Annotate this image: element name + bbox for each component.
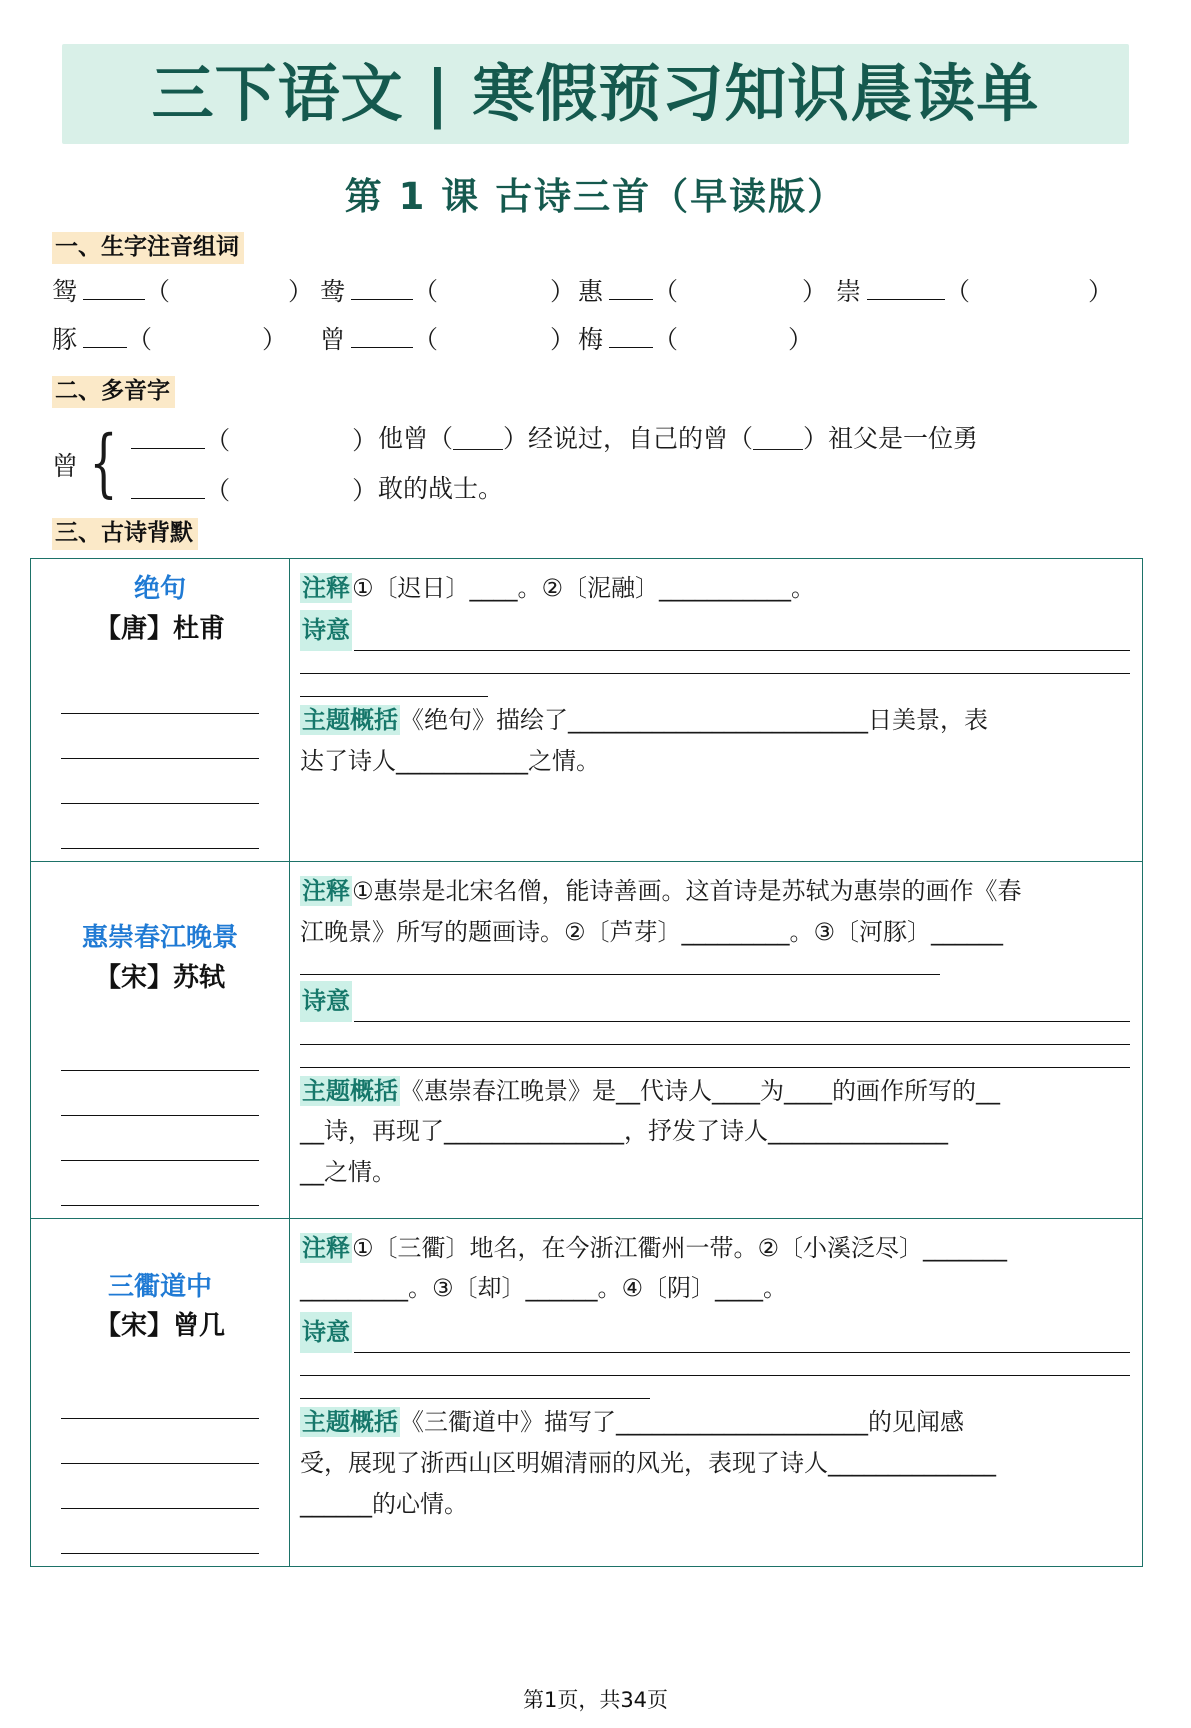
character-glyph: 曾 (320, 325, 346, 355)
summary-line-2[interactable]: 达了诗人___________之情。 (300, 747, 600, 775)
poem-info-cell (31, 559, 290, 862)
paren-open: （ (945, 277, 971, 307)
section-2-header-wrap (52, 376, 1191, 408)
pinyin-blank[interactable] (609, 279, 653, 300)
poem-writing-blanks[interactable] (51, 669, 269, 849)
table-row (31, 1218, 1143, 1567)
character-glyph: 豚 (52, 325, 78, 355)
paren-close: ） (262, 325, 288, 355)
table-row (31, 861, 1143, 1218)
polyphone-lines (131, 421, 377, 507)
summary-line-3[interactable]: __之情。 (300, 1158, 396, 1187)
pinyin-blank[interactable] (867, 279, 945, 300)
pinyin-blank[interactable] (83, 279, 145, 300)
character-entry (320, 320, 578, 356)
pinyin-blank[interactable] (83, 327, 127, 348)
paren-open: （ (127, 325, 153, 355)
poem-answer-cell (290, 861, 1143, 1218)
lesson-subtitle: 第 1 课 古诗三首（早读版） (344, 175, 847, 218)
poem-title: 三衢道中 (107, 1271, 212, 1302)
page-title: 三下语文 | 寒假预习知识晨读单 (151, 57, 1040, 130)
paren-open: （ (205, 426, 231, 456)
notes-label: 注释 (302, 1233, 350, 1262)
poem-blank-line[interactable] (61, 759, 259, 804)
character-row (52, 272, 1191, 320)
paren-open: （ (413, 277, 439, 307)
pinyin-blank[interactable] (131, 478, 205, 499)
notes-paragraph (300, 569, 1130, 608)
character-entry (52, 272, 320, 308)
paren-close: ） (288, 277, 314, 307)
polyphone-character: 曾 (52, 451, 79, 482)
meaning-blank-line[interactable] (300, 1375, 1130, 1376)
paren-close: ） (788, 325, 814, 355)
polyphone-sentence (372, 414, 1191, 514)
meaning-blank-line[interactable] (354, 1328, 1130, 1353)
poem-author: 【宋】曾几 (94, 1311, 225, 1342)
section-1-heading: 一、生字注音组词 (52, 232, 244, 264)
poem-blank-line[interactable] (61, 1509, 259, 1554)
pinyin-blank[interactable] (609, 327, 653, 348)
pinyin-blank[interactable] (351, 279, 413, 300)
paren-open: （ (205, 476, 231, 506)
paren-close: ） (352, 426, 378, 456)
table-row (31, 559, 1143, 862)
notes-text-line-1[interactable]: ①〔三衢〕地名，在今浙江衢州一带。②〔小溪泛尽〕_______ (352, 1233, 1008, 1262)
meaning-blank-line[interactable] (354, 626, 1130, 651)
poem-answer-inner (290, 1219, 1142, 1536)
summary-line-3[interactable]: ______的心情。 (300, 1489, 468, 1518)
notes-blank-line[interactable] (300, 974, 940, 975)
poem-info-inner (31, 559, 289, 861)
poem-info-cell (31, 861, 290, 1218)
polyphone-line (131, 421, 377, 457)
poem-blank-line[interactable] (61, 714, 259, 759)
paren-close: ） (1088, 277, 1114, 307)
meaning-row (300, 1312, 1130, 1353)
character-glyph: 惠 (578, 277, 604, 307)
poem-answer-inner (290, 559, 1142, 793)
poem-blank-line[interactable] (61, 1116, 259, 1161)
polyphone-sentence-line-2: 敢的战士。 (378, 474, 504, 504)
section-2-heading: 二、多音字 (52, 376, 175, 408)
character-rows (52, 272, 1191, 368)
meaning-blank-line[interactable] (300, 673, 1130, 674)
poem-author: 【唐】杜甫 (94, 614, 225, 645)
poem-blank-line[interactable] (61, 1026, 259, 1071)
poem-answer-inner (290, 862, 1142, 1204)
poem-answer-cell (290, 559, 1143, 862)
meaning-row (300, 610, 1130, 651)
character-glyph: 鸯 (320, 277, 346, 307)
summary-paragraph (300, 1403, 1130, 1442)
character-glyph: 崇 (836, 277, 862, 307)
paren-open: （ (145, 277, 171, 307)
character-entry (578, 320, 813, 356)
paren-close: ） (550, 325, 576, 355)
character-entry (320, 272, 578, 308)
meaning-blank-line[interactable] (300, 1044, 1130, 1045)
page-footer: 第1页，共34页 (522, 1688, 669, 1712)
poem-title: 惠崇春江晚景 (81, 922, 238, 953)
summary-label: 主题概括 (302, 1408, 398, 1437)
section-1-header-wrap (52, 232, 1191, 264)
poem-info-inner (31, 1219, 289, 1567)
section-3-heading: 三、古诗背默 (52, 518, 198, 550)
section-3-header-wrap (52, 518, 1191, 550)
poem-blank-line[interactable] (61, 669, 259, 714)
poem-writing-blanks[interactable] (51, 1374, 269, 1554)
summary-label: 主题概括 (302, 706, 398, 735)
notes-label: 注释 (302, 876, 350, 905)
polyphone-line (131, 471, 377, 507)
summary-line-2[interactable]: __诗，再现了_______________，抒发了诗人_______________ (300, 1117, 948, 1146)
poem-recitation-table (30, 558, 1143, 1567)
poem-blank-line[interactable] (61, 1161, 259, 1206)
poem-blank-line[interactable] (61, 1071, 259, 1116)
notes-text-line-2[interactable]: 江晚景》所写的题画诗。②〔芦芽〕_________。③〔河豚〕______ (300, 917, 1004, 946)
notes-label: 注释 (302, 574, 350, 603)
notes-text-line-1[interactable]: ①惠崇是北宋名僧，能诗善画。这首诗是苏轼为惠崇的画作《春 (352, 876, 1022, 905)
meaning-blank-line[interactable] (300, 1067, 1130, 1068)
poem-blank-line[interactable] (61, 1419, 259, 1464)
meaning-label: 诗意 (300, 1312, 352, 1353)
notes-text[interactable]: ①〔迟日〕____。②〔泥融〕___________。 (352, 574, 816, 603)
character-entry (578, 272, 836, 308)
summary-line-1[interactable]: 《绝句》描绘了_________________________日美景，表 (400, 706, 988, 735)
poem-writing-blanks[interactable] (51, 1026, 269, 1206)
polyphone-left (52, 420, 378, 507)
poem-title: 绝句 (133, 574, 186, 605)
paren-open: （ (653, 277, 679, 307)
worksheet-page (0, 44, 1191, 1728)
poem-blank-line[interactable] (61, 804, 259, 849)
poem-info-inner (31, 862, 289, 1218)
notes-paragraph (300, 1229, 1130, 1268)
paren-open: （ (653, 325, 679, 355)
pinyin-blank[interactable] (351, 327, 413, 348)
meaning-row (300, 981, 1130, 1022)
character-entry (836, 272, 1113, 308)
title-banner (62, 44, 1129, 144)
paren-close: ） (802, 277, 828, 307)
meaning-blank-line[interactable] (300, 1398, 650, 1399)
pinyin-blank[interactable] (131, 428, 205, 449)
poem-author: 【宋】苏轼 (94, 962, 225, 993)
character-glyph: 鸳 (52, 277, 78, 307)
notes-paragraph (300, 872, 1130, 911)
notes-text-line-2[interactable]: _________。③〔却〕______。④〔阴〕____。 (300, 1274, 788, 1303)
summary-line-2[interactable]: 受，展现了浙西山区明媚清丽的风光，表现了诗人______________ (300, 1449, 996, 1478)
summary-line-1[interactable]: 《三衢道中》描写了_____________________的见闻感 (400, 1408, 964, 1437)
polyphone-sentence-line-1: 他曾（＿＿）经说过，自己的曾（＿＿）祖父是一位勇 (378, 424, 979, 454)
poem-info-cell (31, 1218, 290, 1567)
meaning-blank-line[interactable] (300, 696, 488, 697)
character-glyph: 梅 (578, 325, 604, 355)
meaning-label: 诗意 (300, 610, 352, 651)
polyphone-block (52, 414, 1191, 514)
paren-open: （ (413, 325, 439, 355)
brace-icon: { (89, 420, 118, 507)
poem-blank-line[interactable] (61, 1464, 259, 1509)
summary-paragraph (300, 701, 1130, 740)
poem-blank-line[interactable] (61, 1374, 259, 1419)
meaning-blank-line[interactable] (354, 997, 1130, 1022)
paren-close: ） (352, 476, 378, 506)
meaning-label: 诗意 (300, 981, 352, 1022)
character-row (52, 320, 1191, 368)
paren-close: ） (550, 277, 576, 307)
summary-line-1[interactable]: 《惠崇春江晚景》是__代诗人____为____的画作所写的__ (400, 1076, 1000, 1105)
poem-answer-cell (290, 1218, 1143, 1567)
summary-paragraph (300, 1072, 1130, 1111)
summary-label: 主题概括 (302, 1076, 398, 1105)
character-entry (52, 320, 320, 356)
